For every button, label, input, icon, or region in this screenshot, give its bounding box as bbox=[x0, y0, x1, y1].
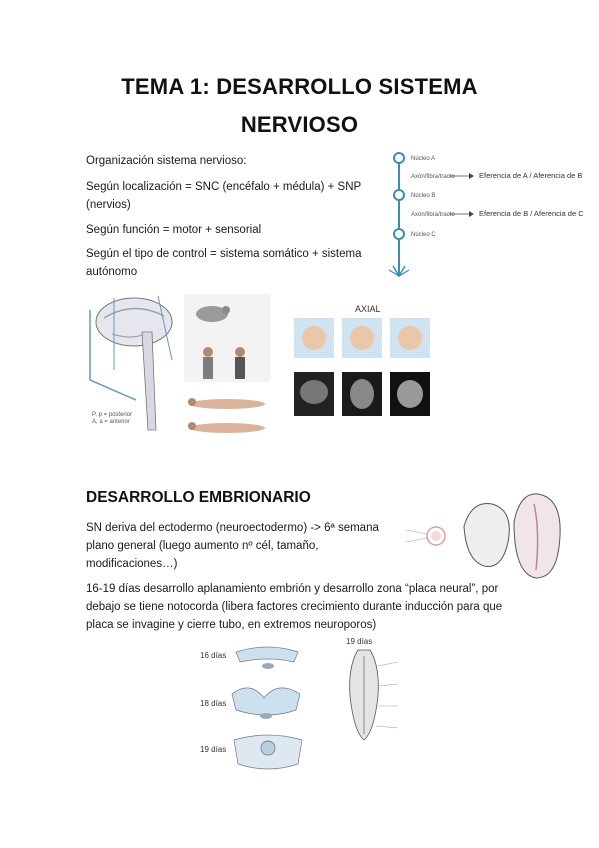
intro-paragraph-1: Organización sistema nervioso: bbox=[86, 155, 247, 167]
anatomical-planes-figure bbox=[290, 300, 435, 440]
axial-label: AXIAL bbox=[355, 304, 381, 314]
svg-text:P, p = posterior: P, p = posterior bbox=[92, 412, 133, 418]
neural-plate-stages-figure bbox=[198, 636, 418, 778]
stage-18-dias: 18 días bbox=[200, 699, 227, 708]
section2-paragraph-1c: modificaciones…) bbox=[86, 558, 178, 570]
plate-16 bbox=[236, 647, 298, 662]
page-title-line-2: NERVIOSO bbox=[240, 112, 359, 137]
brain-axes-figure bbox=[84, 290, 179, 440]
brain-outline bbox=[96, 298, 172, 346]
neuron-chain-diagram bbox=[385, 148, 585, 283]
label-axon-2: Axón/fibra/tracto bbox=[411, 212, 455, 218]
intro-paragraph-4a: Según el tipo de control = sistema somático + sistema bbox=[86, 248, 362, 260]
lying-body-2 bbox=[189, 423, 265, 433]
human-back-head bbox=[235, 347, 245, 357]
stage-19-dias-b: 19 días bbox=[346, 637, 373, 646]
nucleus-a-icon bbox=[394, 153, 404, 163]
arrow-2-label: Eferencia de B / Aferencia de C bbox=[479, 209, 584, 218]
nucleus-c-icon bbox=[394, 229, 404, 239]
section2-paragraph-2b: debajo se tiene notocorda (libera factores crecimiento durante inducción para que bbox=[86, 601, 503, 613]
label-nucleo-a: Núcleo A bbox=[411, 156, 436, 162]
arrow-1-label: Eferencia de A / Aferencia de B bbox=[479, 171, 583, 180]
section2-paragraph-1b: plano general (luego aumento nº cél, tamaño, bbox=[86, 540, 319, 552]
body-orientation-figure bbox=[182, 292, 272, 440]
nucleus-b-icon bbox=[394, 190, 404, 200]
embryo-figure bbox=[402, 490, 570, 582]
intro-paragraph-2a: Según localización = SNC (encéfalo + médula) + SNP bbox=[86, 181, 362, 193]
intro-paragraph-4b: autónomo bbox=[86, 266, 138, 278]
label-axon-1: Axón/fibra/tracto bbox=[411, 174, 455, 180]
label-nucleo-c: Núcleo C bbox=[411, 232, 436, 238]
section2-paragraph-2c: placa se invagine y cierre tubo, en extremos neuroporos) bbox=[86, 619, 377, 631]
page-title-line-1: TEMA 1: DESARROLLO SISTEMA bbox=[121, 74, 478, 99]
lying-body-1 bbox=[189, 399, 265, 409]
intro-paragraph-3: Según función = motor + sensorial bbox=[86, 224, 262, 236]
stage-19-dias: 19 días bbox=[200, 745, 227, 754]
svg-text:A, a = anterior: A, a = anterior bbox=[92, 419, 130, 425]
plate-18 bbox=[232, 688, 300, 715]
embryo-medium bbox=[464, 503, 509, 566]
section2-paragraph-1a: SN deriva del ectodermo (neuroectodermo) -> 6ª semana bbox=[86, 522, 379, 534]
stage-16-dias: 16 días bbox=[200, 651, 227, 660]
label-nucleo-b: Núcleo B bbox=[411, 193, 436, 199]
intro-paragraph-2b: (nervios) bbox=[86, 199, 131, 211]
arrow-1-head-icon bbox=[469, 173, 474, 179]
human-front-head bbox=[203, 347, 213, 357]
section-heading-desarrollo: DESARROLLO EMBRIONARIO bbox=[86, 489, 311, 506]
spinal-cord bbox=[142, 332, 156, 430]
section2-paragraph-2a: 16-19 días desarrollo aplanamiento embrión y desarrollo zona “placa neural”, por bbox=[86, 583, 499, 595]
arrow-2-head-icon bbox=[469, 211, 474, 217]
